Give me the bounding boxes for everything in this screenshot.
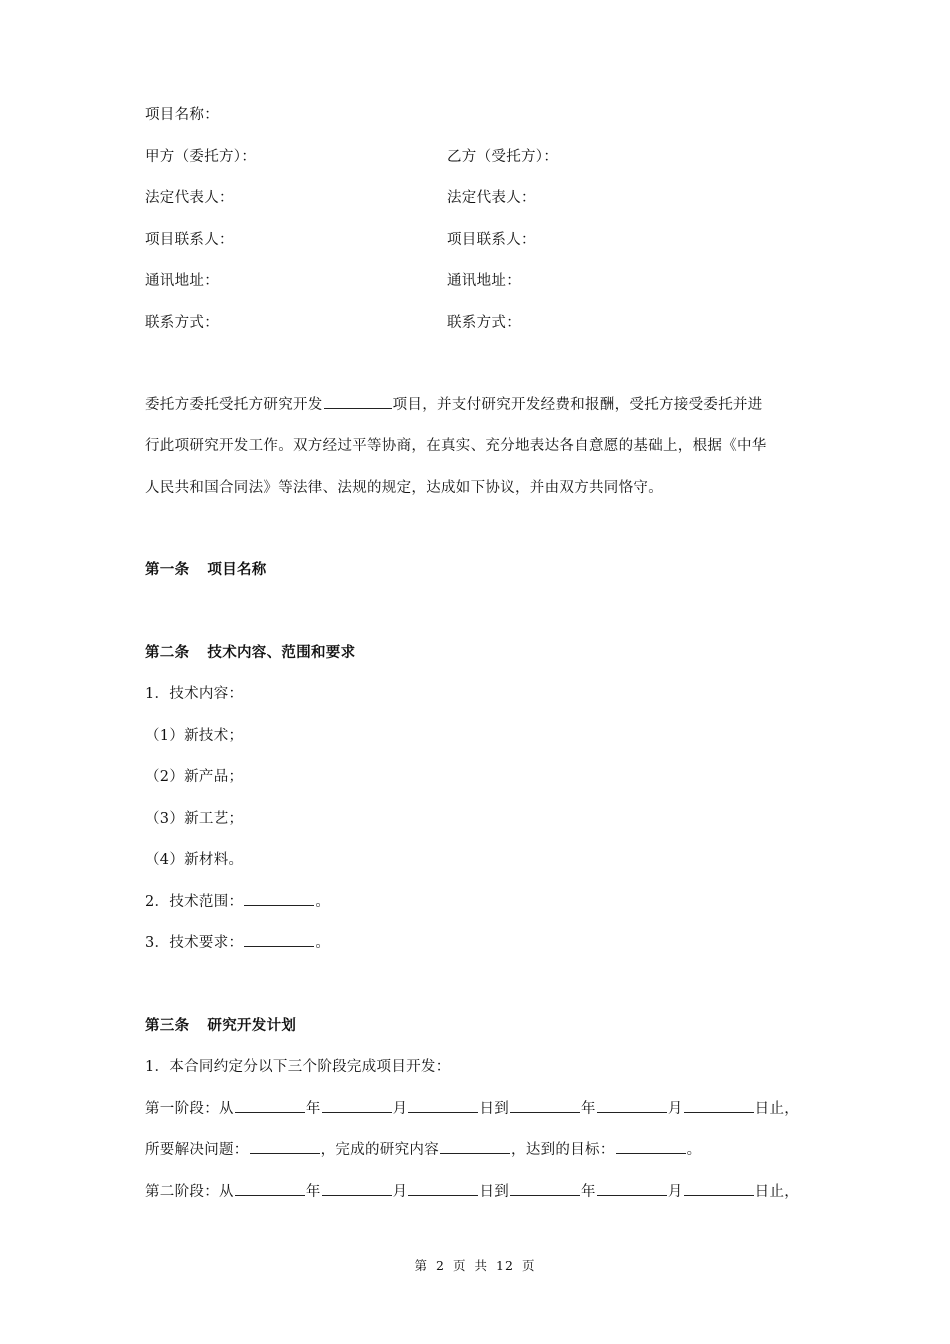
fill-blank[interactable] xyxy=(510,1181,580,1196)
period-mark: 。 xyxy=(315,935,331,951)
footer-text: 页 xyxy=(453,1258,467,1273)
article-number: 第二条 xyxy=(145,644,190,661)
preamble-text: 委托方委托受托方研究开发 xyxy=(145,397,323,413)
stage-1-line xyxy=(145,1097,799,1118)
preamble-line-2: 行此项研究开发工作。双方经过平等协商，在真实、充分地表达各自意愿的基础上，根据《中华 xyxy=(145,438,767,454)
unit-text: 月 xyxy=(667,1101,683,1117)
tech-sub-item: （2）新产品； xyxy=(145,769,244,785)
footer-text: 页 xyxy=(521,1258,536,1273)
tech-scope-label: 2．技术范围： xyxy=(145,894,244,910)
fill-blank[interactable] xyxy=(597,1181,667,1196)
phone-b-label: 联系方式： xyxy=(447,315,521,331)
fill-blank[interactable] xyxy=(324,394,392,409)
contact-a-label: 项目联系人： xyxy=(145,232,234,248)
tech-sub-item: （4）新材料。 xyxy=(145,852,244,868)
legal-rep-b-label: 法定代表人： xyxy=(447,190,536,206)
stage-label: 第一阶段：从 xyxy=(145,1101,234,1117)
unit-text: 年 xyxy=(305,1184,321,1200)
fill-blank[interactable] xyxy=(440,1139,510,1154)
current-page-number: 2 xyxy=(436,1258,445,1273)
preamble-line-1 xyxy=(145,393,763,414)
total-page-count: 12 xyxy=(496,1258,514,1273)
tech-requirement-item xyxy=(145,931,330,952)
fill-blank[interactable] xyxy=(408,1098,478,1113)
unit-text: 月 xyxy=(667,1184,683,1200)
unit-text: 日止， xyxy=(754,1101,800,1117)
unit-text: 日到 xyxy=(479,1101,510,1117)
fill-blank[interactable] xyxy=(244,932,314,947)
party-a-label: 甲方（委托方）： xyxy=(145,149,257,165)
article-title: 研究开发计划 xyxy=(207,1017,297,1034)
fill-blank[interactable] xyxy=(322,1181,392,1196)
project-name-label: 项目名称： xyxy=(145,107,219,123)
unit-text: 日到 xyxy=(479,1184,510,1200)
article-3-heading xyxy=(145,1014,296,1035)
stage-label: 第二阶段：从 xyxy=(145,1184,234,1200)
fill-blank[interactable] xyxy=(616,1139,686,1154)
fill-blank[interactable] xyxy=(235,1181,305,1196)
period-mark: 。 xyxy=(686,1142,702,1158)
tech-sub-item: （3）新工艺； xyxy=(145,811,244,827)
problems-label: 所要解决问题： xyxy=(145,1142,249,1158)
article-number: 第三条 xyxy=(145,1017,190,1034)
fill-blank[interactable] xyxy=(244,891,314,906)
plan-intro-item: 1．本合同约定分以下三个阶段完成项目开发： xyxy=(145,1059,451,1075)
article-title: 技术内容、范围和要求 xyxy=(207,644,356,661)
fill-blank[interactable] xyxy=(250,1139,320,1154)
fill-blank[interactable] xyxy=(510,1098,580,1113)
tech-content-item: 1．技术内容： xyxy=(145,686,244,702)
party-b-label: 乙方（受托方）： xyxy=(447,149,559,165)
stage-1-detail-line xyxy=(145,1138,701,1159)
tech-requirement-label: 3．技术要求： xyxy=(145,935,244,951)
article-2-heading xyxy=(145,641,355,662)
footer-text: 共 xyxy=(474,1258,489,1273)
unit-text: 年 xyxy=(581,1101,596,1117)
period-mark: 。 xyxy=(315,894,331,910)
unit-text: 日止， xyxy=(754,1184,800,1200)
article-number: 第一条 xyxy=(145,561,190,578)
tech-sub-item: （1）新技术； xyxy=(145,728,244,744)
address-a-label: 通讯地址： xyxy=(145,273,219,289)
stage-2-line xyxy=(145,1180,799,1201)
legal-rep-a-label: 法定代表人： xyxy=(145,190,234,206)
page-footer xyxy=(0,1256,950,1274)
goal-label: ，达到的目标： xyxy=(511,1142,615,1158)
unit-text: 年 xyxy=(305,1101,321,1117)
footer-text: 第 xyxy=(414,1258,429,1273)
fill-blank[interactable] xyxy=(597,1098,667,1113)
fill-blank[interactable] xyxy=(235,1098,305,1113)
article-1-heading xyxy=(145,558,267,579)
article-title: 项目名称 xyxy=(207,561,267,578)
fill-blank[interactable] xyxy=(322,1098,392,1113)
unit-text: 年 xyxy=(581,1184,596,1200)
fill-blank[interactable] xyxy=(684,1181,754,1196)
unit-text: 月 xyxy=(392,1101,408,1117)
address-b-label: 通讯地址： xyxy=(447,273,521,289)
tech-scope-item xyxy=(145,890,330,911)
content-label: ，完成的研究内容 xyxy=(320,1142,440,1158)
preamble-line-3: 人民共和国合同法》等法律、法规的规定，达成如下协议，并由双方共同恪守。 xyxy=(145,480,663,496)
contact-b-label: 项目联系人： xyxy=(447,232,536,248)
fill-blank[interactable] xyxy=(684,1098,754,1113)
phone-a-label: 联系方式： xyxy=(145,315,219,331)
preamble-text: 项目，并支付研究开发经费和报酬，受托方接受委托并进 xyxy=(392,397,763,413)
fill-blank[interactable] xyxy=(408,1181,478,1196)
unit-text: 月 xyxy=(392,1184,408,1200)
